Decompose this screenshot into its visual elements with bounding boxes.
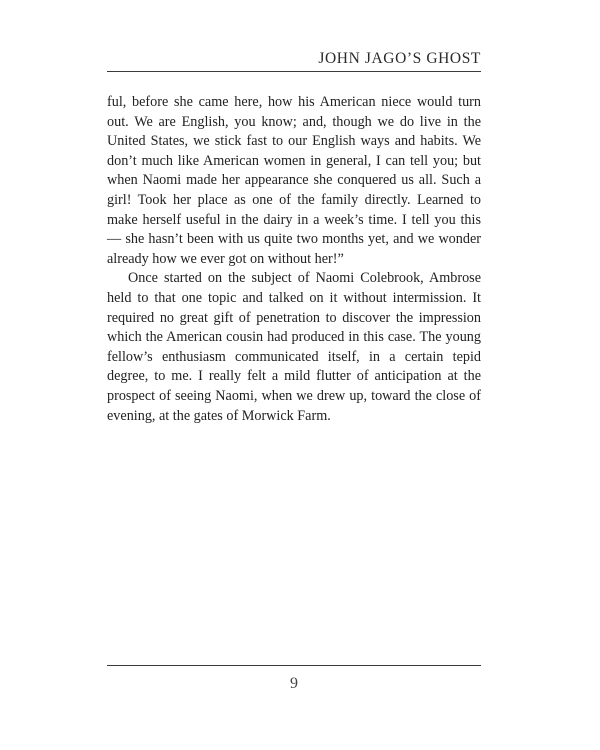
- paragraph-continuation: ful, before she came here, how his American niece would turn out. We are English, you know; and, though we do live in the United States, we stick fast to our English ways and habits. We don’t much like American women in general, I can tell you; but when Naomi made her appearance she conquered us all. Such a girl! Took her place as one of the family directly. Learned to make herself useful in the dairy in a week’s time. I tell you this — she hasn’t been with us quite two months yet, and we wonder already how we ever got on without her!”: [107, 94, 481, 267]
- header-rule: [107, 71, 481, 72]
- paragraph: Once started on the subject of Naomi Colebrook, Ambrose held to that one topic and talked on it without intermission. It required no great gift of penetration to discover the impression which the American cousin had produced in this case. The young fellow’s enthusiasm communicated itself, in a certain tepid degree, to me. I really felt a mild flutter of anticipation at the prospect of seeing Naomi, when we drew up, toward the close of evening, at the gates of Morwick Farm.: [107, 270, 481, 424]
- body-text: [107, 93, 481, 426]
- page-number: 9: [290, 675, 298, 692]
- running-head-title: JOHN JAGO’S GHOST: [318, 50, 481, 67]
- footer-rule: [107, 665, 481, 666]
